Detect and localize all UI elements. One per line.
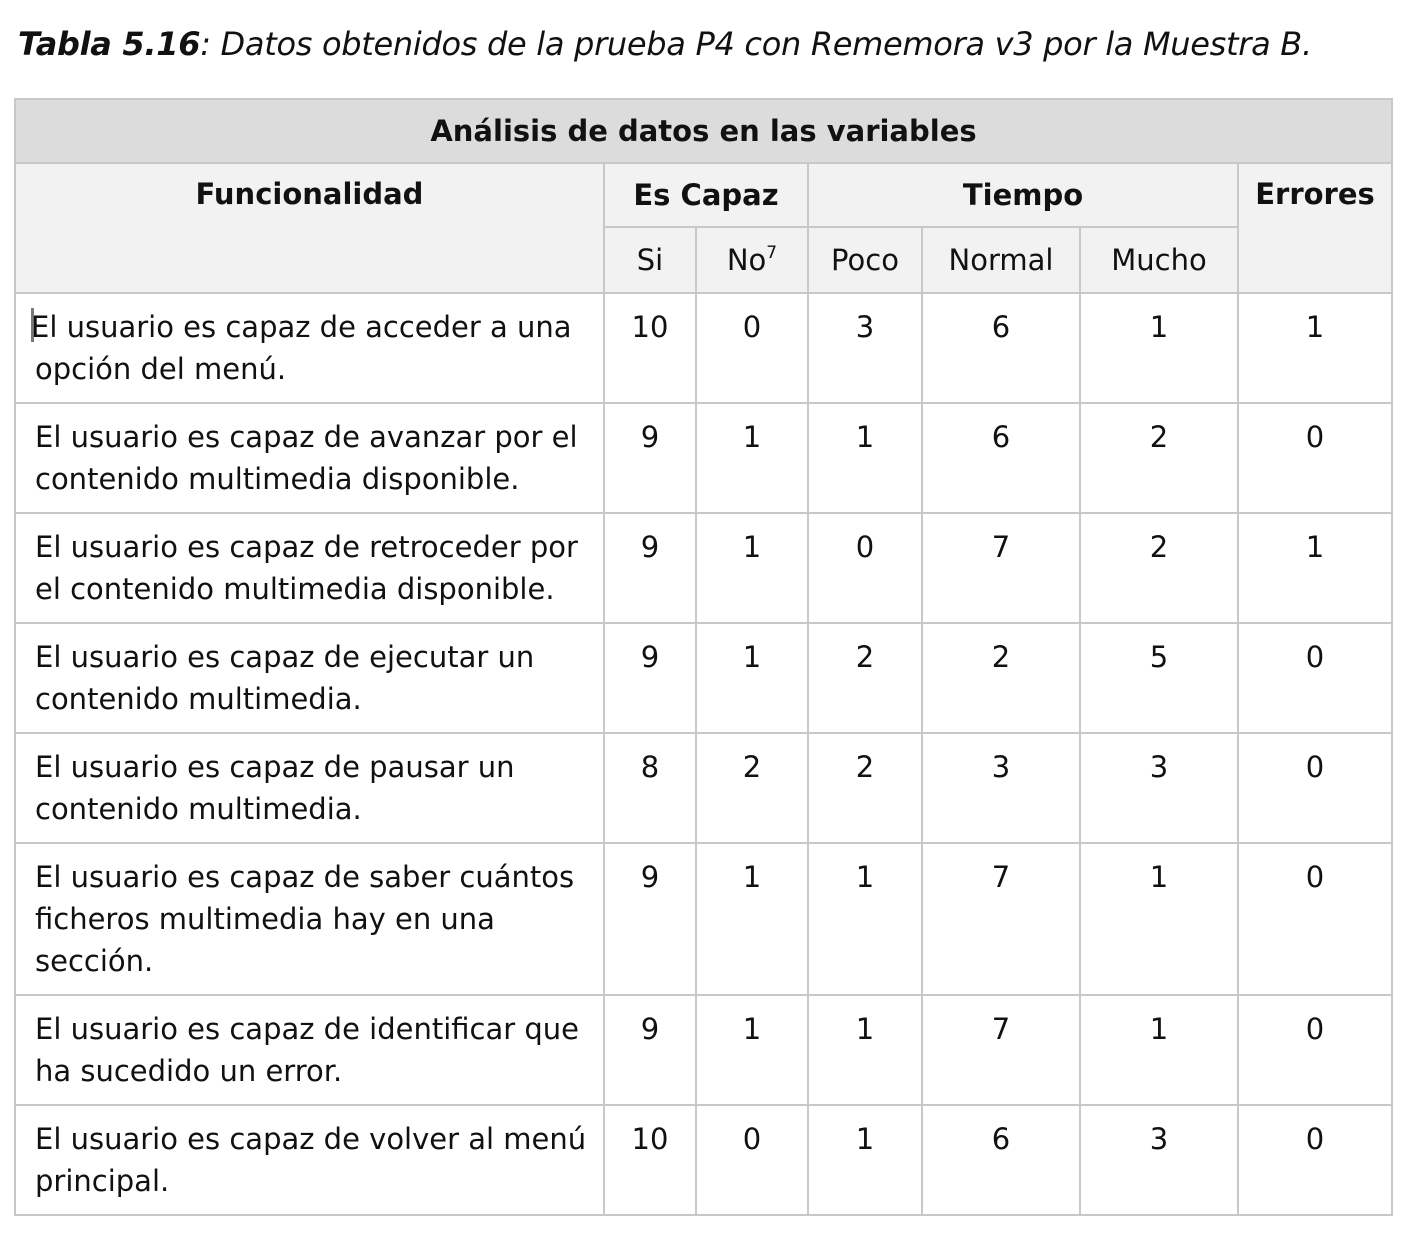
errores-cell: 0 [1238,995,1392,1105]
poco-cell: 0 [808,513,922,623]
normal-cell: 2 [922,623,1080,733]
funcionalidad-cell [15,995,604,1105]
no-cell: 1 [696,513,808,623]
poco-cell: 1 [808,995,922,1105]
funcionalidad-text: El usuario es capaz de avanzar por el contenido multimedia disponible. [35,420,578,496]
si-cell: 9 [604,995,696,1105]
table-row [15,843,1392,995]
mucho-cell: 1 [1080,995,1238,1105]
si-cell: 9 [604,513,696,623]
table-row [15,513,1392,623]
funcionalidad-text: El usuario es capaz de saber cuántos ficheros multimedia hay en una sección. [35,860,575,978]
funcionalidad-cell [15,733,604,843]
poco-cell: 1 [808,843,922,995]
poco-cell: 2 [808,623,922,733]
normal-cell: 7 [922,995,1080,1105]
subheader-no [696,227,808,293]
header-tiempo: Tiempo [808,163,1238,227]
si-cell: 10 [604,1105,696,1215]
si-cell: 9 [604,843,696,995]
normal-cell: 6 [922,293,1080,403]
no-cell: 0 [696,293,808,403]
header-es-capaz: Es Capaz [604,163,808,227]
no-cell: 1 [696,403,808,513]
subheader-si: Si [604,227,696,293]
funcionalidad-cell [15,403,604,513]
normal-cell: 7 [922,513,1080,623]
funcionalidad-cell [15,513,604,623]
no-cell: 1 [696,623,808,733]
si-cell: 9 [604,623,696,733]
mucho-cell: 1 [1080,293,1238,403]
poco-cell: 2 [808,733,922,843]
errores-cell: 1 [1238,293,1392,403]
funcionalidad-cell [15,623,604,733]
no-cell: 2 [696,733,808,843]
mucho-cell: 1 [1080,843,1238,995]
si-cell: 9 [604,403,696,513]
funcionalidad-text: El usuario es capaz de volver al menú principal. [35,1122,587,1198]
si-cell: 8 [604,733,696,843]
table-row [15,293,1392,403]
poco-cell: 3 [808,293,922,403]
funcionalidad-text: El usuario es capaz de ejecutar un contenido multimedia. [35,640,535,716]
funcionalidad-text: El usuario es capaz de pausar un contenido multimedia. [35,750,515,826]
funcionalidad-cell [15,293,604,403]
errores-cell: 0 [1238,403,1392,513]
subheader-poco: Poco [808,227,922,293]
errores-cell: 1 [1238,513,1392,623]
mucho-cell: 2 [1080,513,1238,623]
mucho-cell: 3 [1080,1105,1238,1215]
table-row [15,623,1392,733]
mucho-cell: 5 [1080,623,1238,733]
data-table [14,98,1393,1216]
normal-cell: 3 [922,733,1080,843]
errores-cell: 0 [1238,623,1392,733]
funcionalidad-text: El usuario es capaz de acceder a una opción del menú. [31,310,572,386]
funcionalidad-cell [15,843,604,995]
subheader-no-label: No [726,243,767,277]
no-cell: 1 [696,843,808,995]
si-cell: 10 [604,293,696,403]
footnote-marker: 7 [766,243,778,263]
header-errores: Errores [1238,163,1392,293]
table-row [15,733,1392,843]
mucho-cell: 2 [1080,403,1238,513]
table-title: Análisis de datos en las variables [15,99,1392,163]
errores-cell: 0 [1238,843,1392,995]
errores-cell: 0 [1238,733,1392,843]
no-cell: 0 [696,1105,808,1215]
normal-cell: 6 [922,403,1080,513]
normal-cell: 7 [922,843,1080,995]
funcionalidad-text: El usuario es capaz de identificar que ha sucedido un error. [35,1012,580,1088]
funcionalidad-text: El usuario es capaz de retroceder por el contenido multimedia disponible. [35,530,578,606]
table-row [15,995,1392,1105]
caption-text: : Datos obtenidos de la prueba P4 con Rememora v3 por la Muestra B. [200,25,1312,63]
table-row [15,1105,1392,1215]
table-caption [18,22,1312,66]
subheader-mucho: Mucho [1080,227,1238,293]
no-cell: 1 [696,995,808,1105]
header-funcionalidad: Funcionalidad [15,163,604,293]
normal-cell: 6 [922,1105,1080,1215]
poco-cell: 1 [808,403,922,513]
table-row [15,403,1392,513]
funcionalidad-cell [15,1105,604,1215]
errores-cell: 0 [1238,1105,1392,1215]
poco-cell: 1 [808,1105,922,1215]
mucho-cell: 3 [1080,733,1238,843]
subheader-normal: Normal [922,227,1080,293]
caption-label: Tabla 5.16 [18,25,201,63]
